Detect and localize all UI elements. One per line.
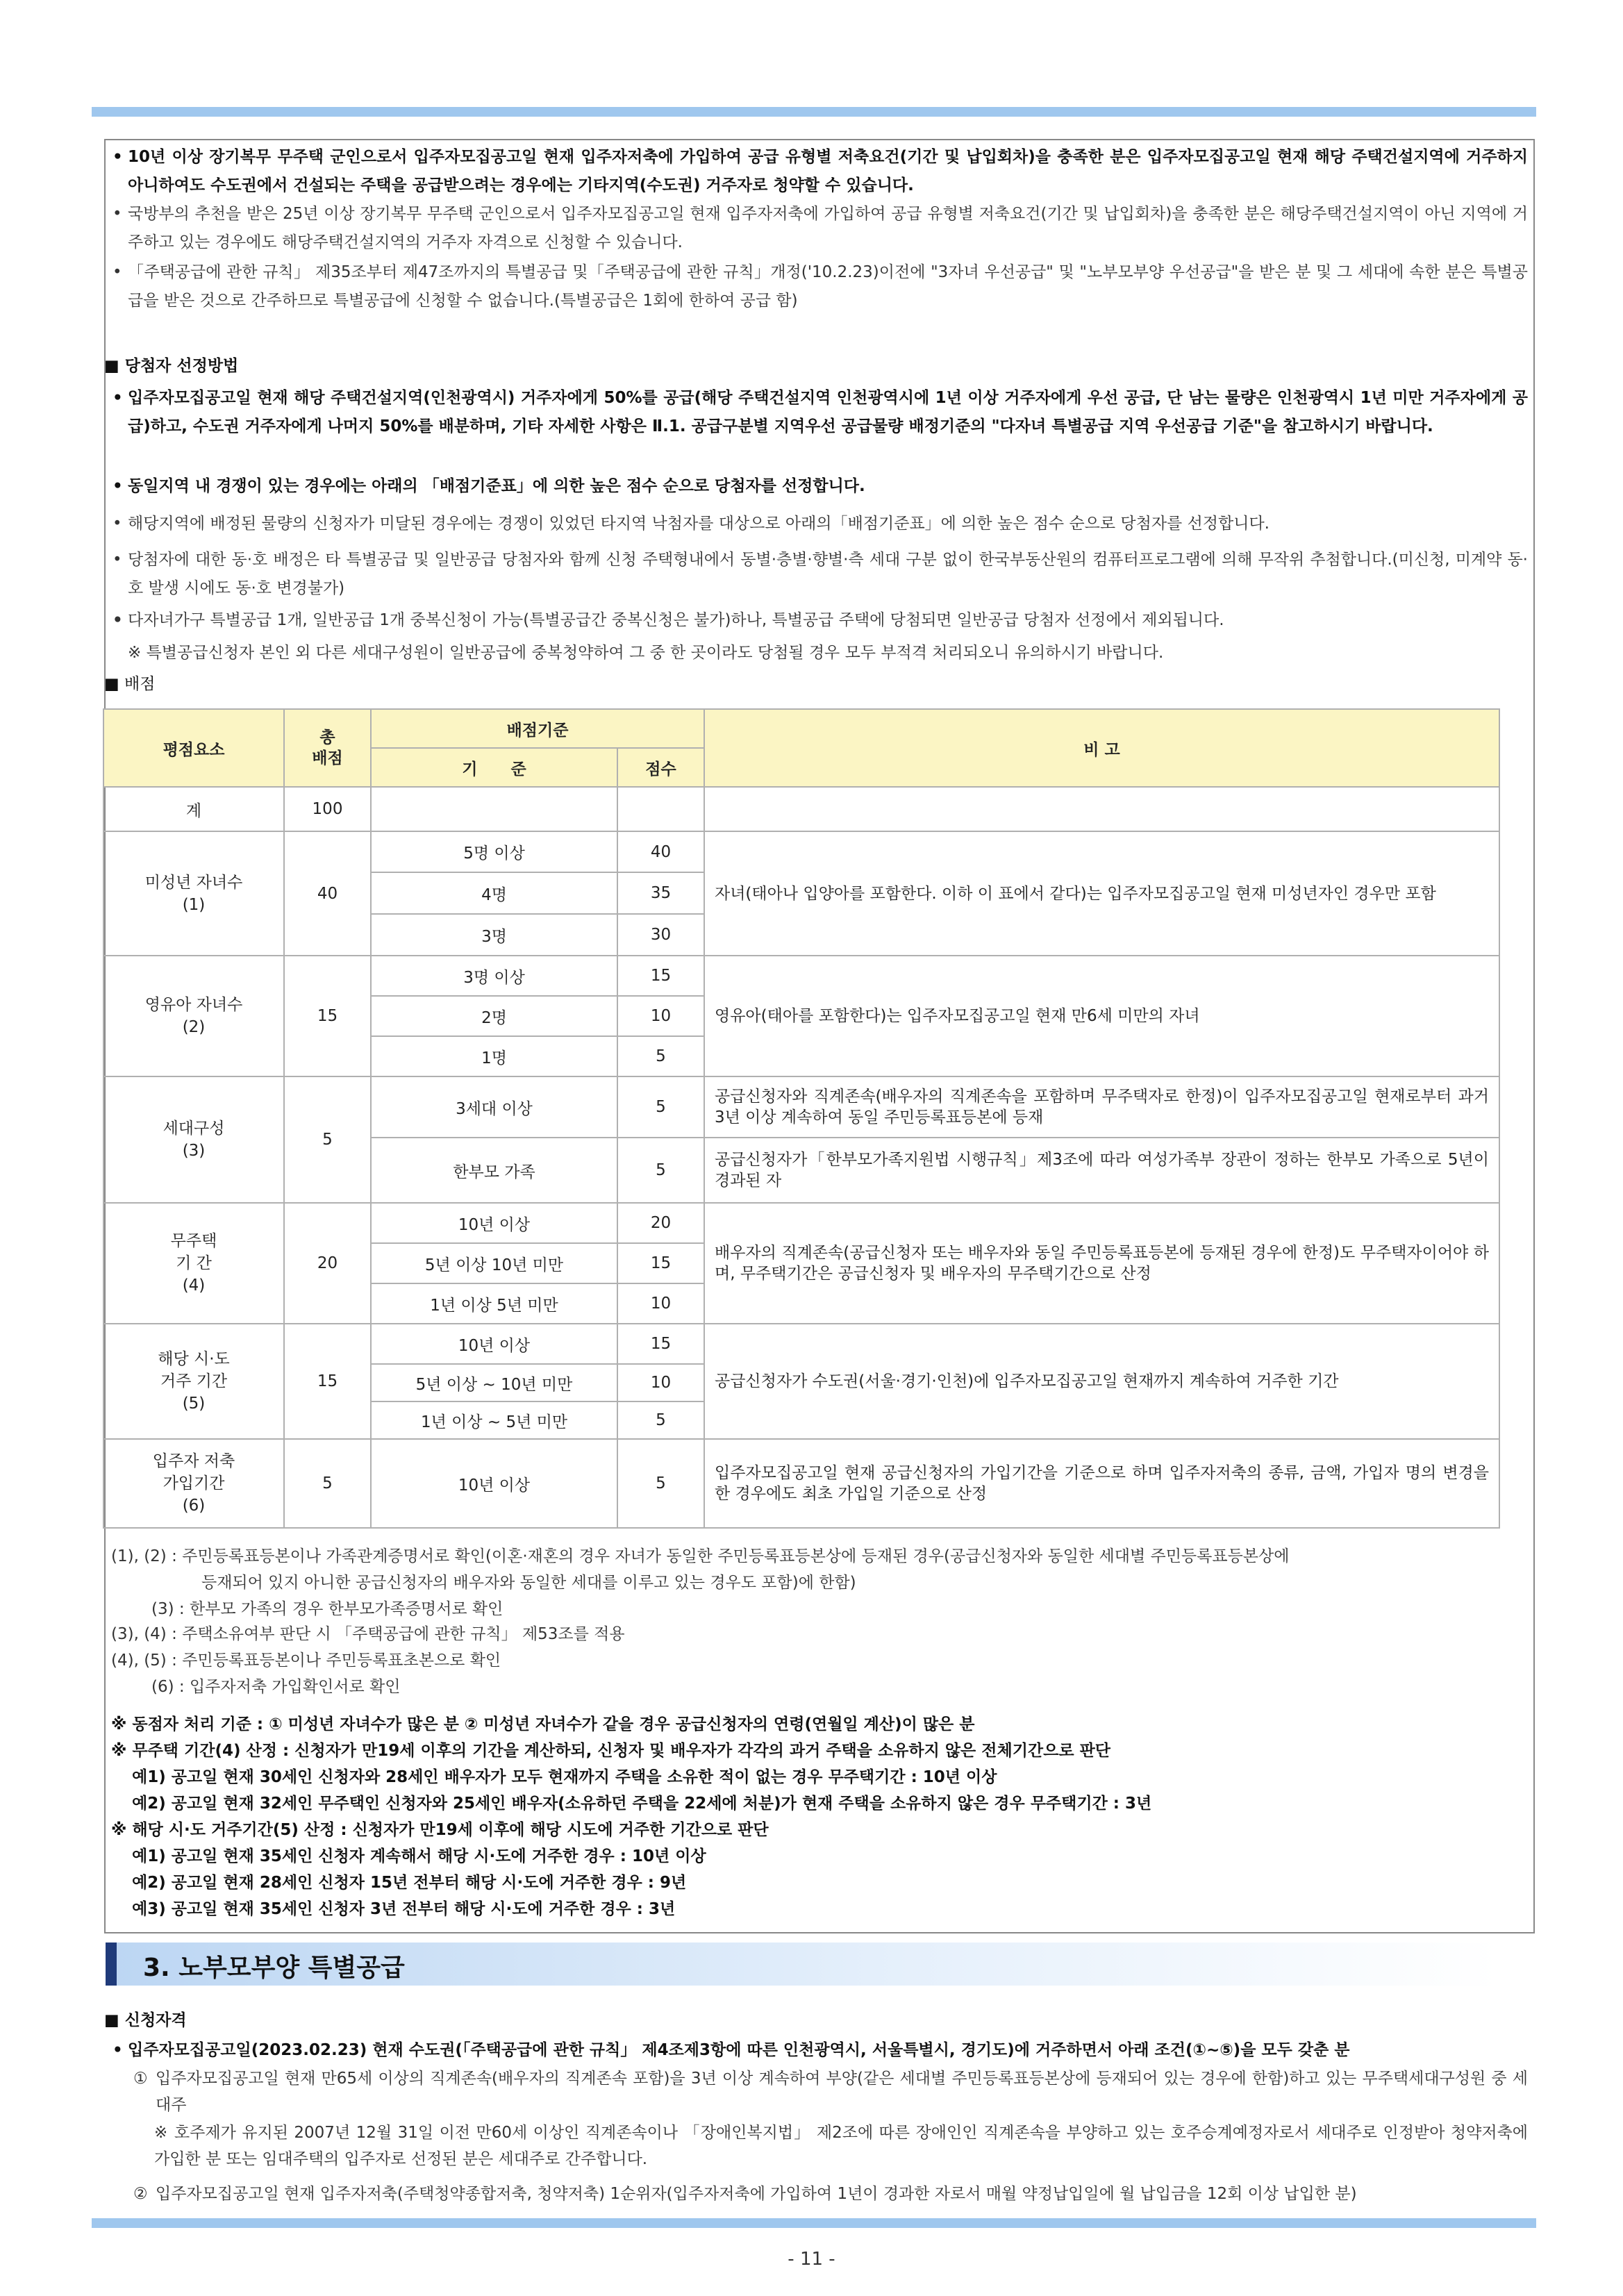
- condition-1: ① 입주자모집공고일 현재 만65세 이상의 직계존속(배우자의 직계존속 포함)을 3년 이상 계속하여 부양(같은 세대별 주민등록표등본상에 등재되어 있는 경우에 한함)하고 있는 무주택세대구성원 중 세대주: [133, 2070, 1528, 2114]
- header-points: 점수: [617, 748, 704, 787]
- row-points: 35: [617, 872, 704, 914]
- row-remark: 입주자모집공고일 현재 공급신청자의 가입기간을 기준으로 하며 입주자저축의 종류, 금액, 가입자 명의 변경을 한 경우에도 최초 가입일 기준으로 산정: [704, 1439, 1499, 1528]
- header-remarks: 비 고: [704, 709, 1499, 787]
- row-criterion: 1년 이상 5년 미만: [371, 1283, 617, 1324]
- row-criterion: 한부모 가족: [371, 1138, 617, 1203]
- page-number: - 11 -: [788, 2249, 835, 2270]
- row-factor: 세대구성 (3): [103, 1076, 284, 1203]
- winner-bullet-2: • 동일지역 내 경쟁이 있는 경우에는 아래의 「배점기준표」에 의한 높은 점수 순으로 당첨자를 선정합니다.: [113, 477, 865, 495]
- winner-heading: ■ 당첨자 선정방법: [104, 357, 239, 375]
- winner-bullet-1: • 입주자모집공고일 현재 해당 주택건설지역(인천광역시) 거주자에게 50%를 공급(해당 주택건설지역 인천광역시에 1년 이상 거주자에게 우선 공급, 단 남는 물량은 인천광역시 1년 미만 거주자에게 공급)하고, 수도권 거주자에게 나머지 50%를 배분하며, 기타 자세한 사항은 Ⅱ.1. 공급구분별 지역우선 공급물량 배정기준의 "다자녀 특별공급 지역 우선공급 기준"을 참고하시기 바랍니다.: [113, 389, 1528, 435]
- row-criterion: 3명 이상: [371, 956, 617, 996]
- header-total: 총 배점: [284, 709, 371, 787]
- header-criteria-group: 배점기준: [371, 709, 704, 748]
- row-points: 5: [617, 1401, 704, 1439]
- row-points: 10: [617, 1283, 704, 1324]
- row-total: 40: [284, 831, 371, 956]
- residence-example-1: 예1) 공고일 현재 35세인 신청자 계속해서 해당 시·도에 거주한 경우 : 10년 이상: [132, 1847, 706, 1865]
- row-remark: 영유아(태아를 포함한다)는 입주자모집공고일 현재 만6세 미만의 자녀: [704, 956, 1499, 1076]
- footnote-3: (3) : 한부모 가족의 경우 한부모가족증명서로 확인: [151, 1600, 503, 1618]
- row-remark: 공급신청자가「한부모가족지원법 시행규칙」제3조에 따라 여성가족부 장관이 정하는 한부모 가족으로 5년이 경과된 자: [704, 1138, 1499, 1203]
- row-points: 10: [617, 1364, 704, 1401]
- row-criterion: 2명: [371, 996, 617, 1036]
- row-points: 15: [617, 1324, 704, 1364]
- row-points: 20: [617, 1203, 704, 1243]
- winner-note: ※ 특별공급신청자 본인 외 다른 세대구성원이 일반공급에 중복청약하여 그 중 한 곳이라도 당첨될 경우 모두 부적격 처리되오니 유의하시기 바랍니다.: [128, 644, 1164, 662]
- row-points: 5: [617, 1439, 704, 1528]
- condition-1-note: ※ 호주제가 유지된 2007년 12월 31일 이전 만60세 이상인 직계존속이나 「장애인복지법」 제2조에 따른 장애인인 직계존속을 부양하고 있는 호주승계예정자로서 세대주로 인정받아 청약저축에 가입한 분 또는 임대주택의 입주자로 선정된 분은 세대주로 간주합니다.: [154, 2124, 1528, 2168]
- row-criterion: 10년 이상: [371, 1203, 617, 1243]
- residence-example-3: 예3) 공고일 현재 35세인 신청자 3년 전부터 해당 시·도에 거주한 경우 : 3년: [132, 1900, 676, 1918]
- bullet-prior-special: • 「주택공급에 관한 규칙」 제35조부터 제47조까지의 특별공급 및「주택공급에 관한 규칙」개정('10.2.23)이전에 "3자녀 우선공급" 및 "노부모부양 우선공급"을 받은 분 및 그 세대에 속한 분은 특별공급을 받은 것으로 간주하므로 특별공급에 신청할 수 없습니다.(특별공급은 1회에 한하여 공급 함): [113, 263, 1528, 310]
- row-factor: 영유아 자녀수 (2): [103, 956, 284, 1076]
- homeless-example-2: 예2) 공고일 현재 32세인 무주택인 신청자와 25세인 배우자(소유하던 주택을 22세에 처분)가 현재 주택을 소유하지 않은 경우 무주택기간 : 3년: [132, 1795, 1152, 1813]
- row-points: 15: [617, 956, 704, 996]
- row-total: 100: [284, 787, 371, 831]
- homeless-example-1: 예1) 공고일 현재 30세인 신청자와 28세인 배우자가 모두 현재까지 주택을 소유한 적이 없는 경우 무주택기간 : 10년 이상: [132, 1768, 997, 1786]
- table-row: [103, 956, 1499, 996]
- row-criterion: 3세대 이상: [371, 1076, 617, 1138]
- table-row: [103, 787, 1499, 831]
- row-factor: 입주자 저축 가입기간 (6): [103, 1439, 284, 1528]
- row-total: 15: [284, 956, 371, 1076]
- row-points: [617, 787, 704, 831]
- row-points: 5: [617, 1076, 704, 1138]
- row-criterion: 3명: [371, 914, 617, 956]
- bullet-military-10y: • 10년 이상 장기복무 무주택 군인으로서 입주자모집공고일 현재 입주자저축에 가입하여 공급 유형별 저축요건(기간 및 납입회차)을 충족한 분은 입주자모집공고일 현재 해당 주택건설지역에 거주하지 아니하여도 수도권에서 건설되는 주택을 공급받으려는 경우에는 기타지역(수도권) 거주자로 청약할 수 있습니다.: [113, 148, 1528, 194]
- top-rule: [92, 107, 1536, 117]
- row-points: 10: [617, 996, 704, 1036]
- winner-bullet-4: • 당첨자에 대한 동·호 배정은 타 특별공급 및 일반공급 당첨자와 함께 신청 주택형내에서 동별·층별·향별·측 세대 구분 없이 한국부동산원의 컴퓨터프로그램에 의해 무작위 추첨합니다.(미신청, 미계약 동·호 발생 시에도 동·호 변경불가): [113, 551, 1528, 597]
- table-row: [103, 831, 1499, 872]
- residence-example-2: 예2) 공고일 현재 28세인 신청자 15년 전부터 해당 시·도에 거주한 경우 : 9년: [132, 1874, 687, 1892]
- eligibility-main: • 입주자모집공고일(2023.02.23) 현재 수도권(「주택공급에 관한 규칙」 제4조제3항에 따른 인천광역시, 서울특별시, 경기도)에 거주하면서 아래 조건(①~⑤)을 모두 갖춘 분: [113, 2041, 1350, 2059]
- row-criterion: 1명: [371, 1036, 617, 1076]
- table-row: [103, 1076, 1499, 1138]
- footnote-1-2-cont: 등재되어 있지 아니한 공급신청자의 배우자와 동일한 세대를 이루고 있는 경우도 포함)에 한함): [201, 1574, 856, 1592]
- footnote-4-5: (4), (5) : 주민등록표등본이나 주민등록표초본으로 확인: [111, 1652, 501, 1670]
- row-criterion: 10년 이상: [371, 1439, 617, 1528]
- row-remark: 자녀(태아나 입양아를 포함한다. 이하 이 표에서 같다)는 입주자모집공고일 현재 미성년자인 경우만 포함: [704, 831, 1499, 956]
- row-criterion: 5명 이상: [371, 831, 617, 872]
- row-total: 5: [284, 1439, 371, 1528]
- footnote-3-4: (3), (4) : 주택소유여부 판단 시 「주택공급에 관한 규칙」 제53조를 적용: [111, 1625, 625, 1643]
- footnote-1-2: (1), (2) : 주민등록표등본이나 가족관계증명서로 확인(이혼·재혼의 경우 자녀가 동일한 주민등록표등본상에 등재된 경우(공급신청자와 동일한 세대별 주민등록표등본상에: [111, 1547, 1290, 1565]
- bottom-rule: [92, 2218, 1536, 2228]
- row-factor: 해당 시·도 거주 기간 (5): [103, 1324, 284, 1439]
- row-remark: [704, 787, 1499, 831]
- section-3-title: 3. 노부모부양 특별공급: [143, 1954, 405, 1982]
- row-points: 30: [617, 914, 704, 956]
- row-criterion: 5년 이상 ~ 10년 미만: [371, 1364, 617, 1401]
- row-criterion: 4명: [371, 872, 617, 914]
- row-total: 5: [284, 1076, 371, 1203]
- winner-bullet-5: • 다자녀가구 특별공급 1개, 일반공급 1개 중복신청이 가능(특별공급간 중복신청은 불가)하나, 특별공급 주택에 당첨되면 일반공급 당첨자 선정에서 제외됩니다.: [113, 611, 1224, 629]
- row-criterion: [371, 787, 617, 831]
- row-points: 15: [617, 1243, 704, 1283]
- row-criterion: 1년 이상 ~ 5년 미만: [371, 1401, 617, 1439]
- row-factor: 계: [103, 787, 284, 831]
- table-row: [103, 1203, 1499, 1243]
- section-3-header: [106, 1943, 1498, 1986]
- residence-period-standard: ※ 해당 시·도 거주기간(5) 산정 : 신청자가 만19세 이후에 해당 시도에 거주한 기간으로 판단: [111, 1821, 769, 1839]
- score-heading: ■ 배점: [104, 675, 156, 693]
- homeless-period-standard: ※ 무주택 기간(4) 산정 : 신청자가 만19세 이후의 기간을 계산하되, 신청자 및 배우자가 각각의 과거 주택을 소유하지 않은 전체기간으로 판단: [111, 1742, 1111, 1760]
- row-factor: 무주택 기 간 (4): [103, 1203, 284, 1324]
- row-criterion: 10년 이상: [371, 1324, 617, 1364]
- tie-break-standard: ※ 동점자 처리 기준 : ① 미성년 자녀수가 많은 분 ② 미성년 자녀수가 같을 경우 공급신청자의 연령(연월일 계산)이 많은 분: [111, 1715, 975, 1733]
- row-remark: 공급신청자와 직계존속(배우자의 직계존속을 포함하며 무주택자로 한정)이 입주자모집공고일 현재로부터 과거 3년 이상 계속하여 동일 주민등록표등본에 등재: [704, 1076, 1499, 1138]
- table-row: [103, 1439, 1499, 1528]
- eligibility-heading: ■ 신청자격: [104, 2011, 187, 2029]
- row-total: 20: [284, 1203, 371, 1324]
- row-factor: 미성년 자녀수 (1): [103, 831, 284, 956]
- table-row: [103, 1324, 1499, 1364]
- row-total: 15: [284, 1324, 371, 1439]
- header-criteria: 기 준: [371, 748, 617, 787]
- row-points: 5: [617, 1138, 704, 1203]
- row-remark: 공급신청자가 수도권(서울·경기·인천)에 입주자모집공고일 현재까지 계속하여 거주한 기간: [704, 1324, 1499, 1439]
- row-points: 5: [617, 1036, 704, 1076]
- row-remark: 배우자의 직계존속(공급신청자 또는 배우자와 동일 주민등록표등본에 등재된 경우에 한정)도 무주택자이어야 하며, 무주택기간은 공급신청자 및 배우자의 무주택기간으로 산정: [704, 1203, 1499, 1324]
- row-criterion: 5년 이상 10년 미만: [371, 1243, 617, 1283]
- row-points: 40: [617, 831, 704, 872]
- footnote-6: (6) : 입주자저축 가입확인서로 확인: [151, 1678, 401, 1696]
- header-factor: 평점요소: [103, 709, 284, 787]
- table-header-row: [103, 709, 1499, 748]
- score-table: [103, 708, 1500, 1529]
- bullet-military-25y: • 국방부의 추천을 받은 25년 이상 장기복무 무주택 군인으로서 입주자모집공고일 현재 입주자저축에 가입하여 공급 유형별 저축요건(기간 및 납입회차)을 충족한 분은 해당주택건설지역이 아닌 지역에 거주하고 있는 경우에도 해당주택건설지역의 거주자 자격으로 신청할 수 있습니다.: [113, 205, 1528, 251]
- winner-bullet-3: • 해당지역에 배정된 물량의 신청자가 미달된 경우에는 경쟁이 있었던 타지역 낙첨자를 대상으로 아래의「배점기준표」에 의한 높은 점수 순으로 당첨자를 선정합니다.: [113, 515, 1270, 533]
- section-marker: [106, 1943, 117, 1986]
- condition-2: ② 입주자모집공고일 현재 입주자저축(주택청약종합저축, 청약저축) 1순위자(입주자저축에 가입하여 1년이 경과한 자로서 매월 약정납입일에 월 납입금을 12회 이상 납입한 분): [133, 2185, 1357, 2203]
